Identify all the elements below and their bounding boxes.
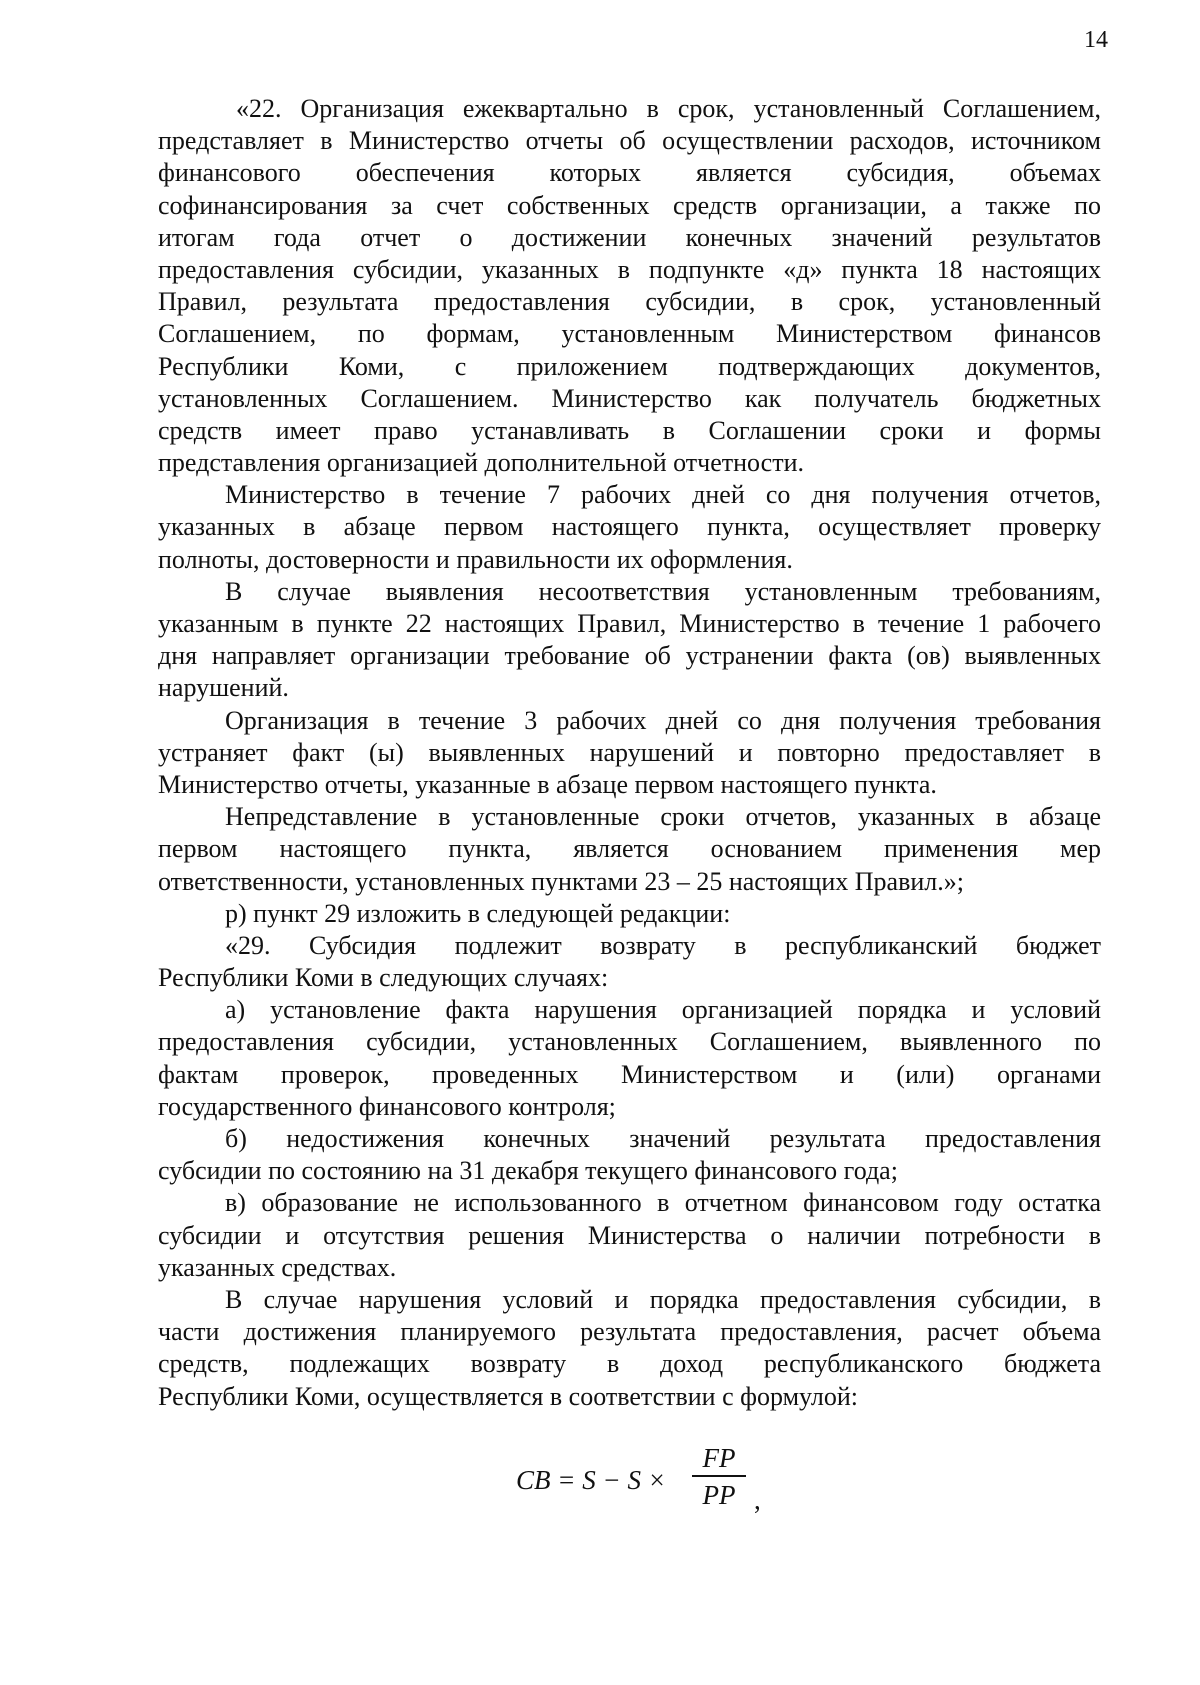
- text-line: «29. Субсидия подлежит возврату в республиканский бюджет: [225, 930, 1101, 960]
- document-body: [158, 93, 1101, 1413]
- text-line: указанным в пункте 22 настоящих Правил, Министерство в течение 1 рабочего: [158, 609, 1101, 638]
- text-line: предоставления субсидии, установленных Соглашением, выявленного по: [158, 1027, 1101, 1057]
- text-line: субсидии и отсутствия решения Министерства о наличии потребности в: [158, 1220, 1101, 1250]
- text-line: а) установление факта нарушения организацией порядка и условий: [225, 995, 1101, 1025]
- formula-fraction: [692, 1443, 746, 1510]
- text-line: Республики Коми в следующих случаях:: [158, 963, 609, 993]
- text-line: представляет в Министерство отчеты об осуществлении расходов, источником: [158, 126, 1101, 156]
- text-line: средств, подлежащих возврату в доход республиканского бюджета: [158, 1349, 1101, 1379]
- formula-numerator: FP: [702, 1443, 736, 1473]
- text-line: указанных в абзаце первом настоящего пункта, осуществляет проверку: [158, 512, 1101, 542]
- text-line: в) образование не использованного в отчетном финансовом году остатка: [225, 1188, 1101, 1218]
- text-line: ответственности, установленных пунктами 23 – 25 настоящих Правил.»;: [158, 866, 964, 896]
- text-line: «22. Организация ежеквартально в срок, установленный Соглашением,: [236, 94, 1101, 123]
- text-line: Министерство отчеты, указанные в абзаце первом настоящего пункта.: [158, 769, 937, 799]
- text-line: нарушений.: [158, 673, 289, 703]
- text-line: средств имеет право устанавливать в Соглашении сроки и формы: [158, 415, 1101, 445]
- text-line: Непредставление в установленные сроки отчетов, указанных в абзаце: [225, 802, 1101, 832]
- page-number: 14: [1084, 27, 1108, 53]
- text-line: субсидии по состоянию на 31 декабря текущего финансового года;: [158, 1156, 898, 1186]
- text-line: государственного финансового контроля;: [158, 1091, 616, 1121]
- text-line: В случае нарушения условий и порядка предоставления субсидии, в: [225, 1284, 1101, 1314]
- text-line: дня направляет организации требование об устранении факта (ов) выявленных: [158, 641, 1101, 671]
- formula-lhs: CB = S − S ×: [516, 1465, 666, 1495]
- text-line: устраняет факт (ы) выявленных нарушений и повторно предоставляет в: [158, 737, 1101, 767]
- text-line: Республики Коми, с приложением подтверждающих документов,: [158, 351, 1101, 381]
- text-line: фактам проверок, проведенных Министерством и (или) органами: [158, 1059, 1101, 1089]
- text-line: итогам года отчет о достижении конечных значений результатов: [158, 222, 1101, 252]
- text-line: части достижения планируемого результата предоставления, расчет объема: [158, 1317, 1101, 1347]
- text-line: Организация в течение 3 рабочих дней со дня получения требования: [225, 705, 1101, 735]
- text-line: Республики Коми, осуществляется в соответствии с формулой:: [158, 1381, 858, 1411]
- formula-comma: ,: [754, 1485, 761, 1515]
- text-line: Соглашением, по формам, установленным Министерством финансов: [158, 319, 1101, 349]
- formula-denominator: PP: [702, 1479, 736, 1510]
- text-line: первом настоящего пункта, является основанием применения мер: [158, 834, 1101, 864]
- text-line: представления организацией дополнительной отчетности.: [158, 448, 805, 478]
- text-line: указанных средствах.: [158, 1252, 397, 1282]
- text-line: софинансирования за счет собственных средств организации, а также по: [158, 190, 1101, 220]
- text-line: В случае выявления несоответствия установленным требованиям,: [225, 576, 1101, 606]
- text-line: Министерство в течение 7 рабочих дней со дня получения отчетов,: [225, 480, 1101, 510]
- fraction-bar: [692, 1475, 746, 1477]
- text-line: б) недостижения конечных значений результата предоставления: [225, 1124, 1101, 1153]
- text-line: установленных Соглашением. Министерство как получатель бюджетных: [158, 383, 1101, 413]
- text-line: Правил, результата предоставления субсидии, в срок, установленный: [158, 287, 1101, 317]
- text-line: финансового обеспечения которых является субсидия, объемах: [158, 158, 1101, 188]
- text-line: р) пункт 29 изложить в следующей редакции:: [225, 898, 731, 928]
- formula: [516, 1443, 776, 1533]
- text-line: предоставления субсидии, указанных в подпункте «д» пункта 18 настоящих: [158, 254, 1101, 284]
- text-line: полноты, достоверности и правильности их оформления.: [158, 544, 793, 574]
